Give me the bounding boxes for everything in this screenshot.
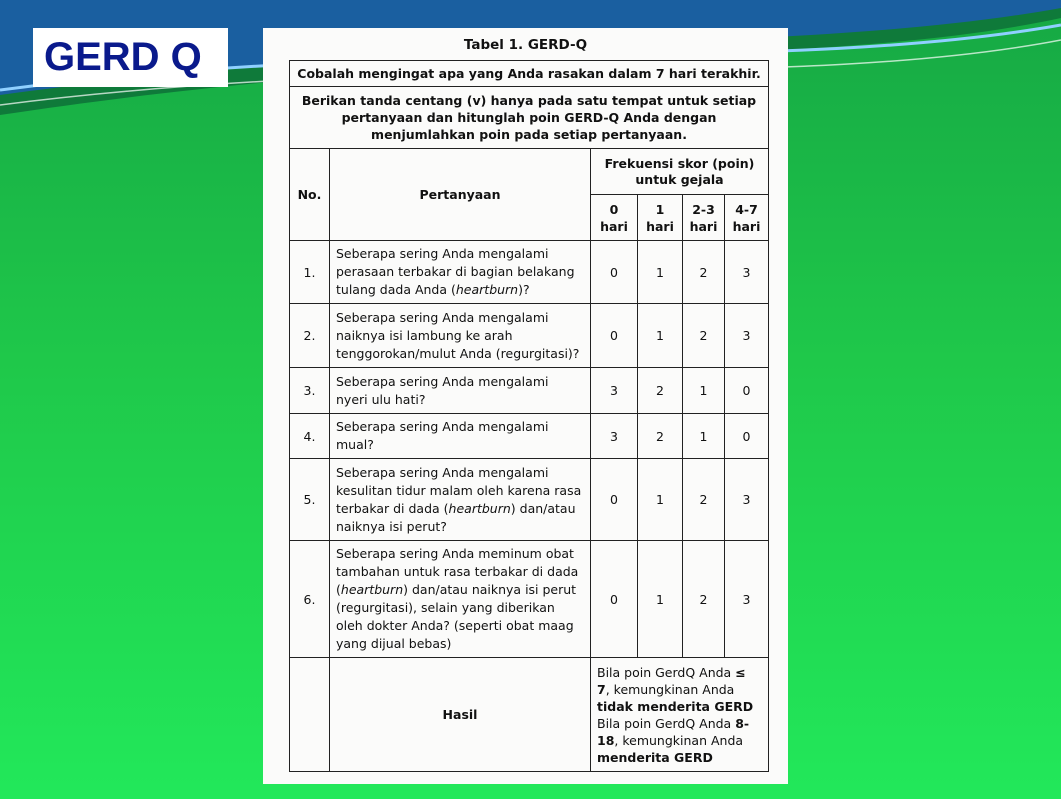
- score-cell: 1: [638, 241, 683, 304]
- header-freq-col: 1 hari: [638, 195, 683, 241]
- header-freq-col: 2-3 hari: [683, 195, 725, 241]
- header-freq-col: 4-7 hari: [725, 195, 769, 241]
- instruction-checkmark: Berikan tanda centang (v) hanya pada satu tempat untuk setiap pertanyaan dan hitunglah poin GERD-Q Anda dengan menjumlahkan poin pada setiap pertanyaan.: [290, 87, 769, 149]
- score-cell: 3: [725, 241, 769, 304]
- score-cell: 2: [683, 541, 725, 658]
- score-cell: 2: [638, 368, 683, 414]
- row-number: 3.: [290, 368, 330, 414]
- result-label: Hasil: [330, 658, 591, 772]
- score-cell: 3: [725, 459, 769, 541]
- result-row: [290, 658, 769, 772]
- table-row: [290, 304, 769, 368]
- score-cell: 2: [683, 304, 725, 368]
- score-cell: 0: [591, 459, 638, 541]
- result-interpretation: Bila poin GerdQ Anda ≤ 7, kemungkinan Anda tidak menderita GERD Bila poin GerdQ Anda 8-18, kemungkinan Anda menderita GERD: [591, 658, 769, 772]
- header-freq-col: 0 hari: [591, 195, 638, 241]
- score-cell: 0: [591, 304, 638, 368]
- row-number: 2.: [290, 304, 330, 368]
- question-text: Seberapa sering Anda meminum obat tambahan untuk rasa terbakar di dada (heartburn) dan/atau naiknya isi perut (regurgitasi), selain yang diberikan oleh dokter Anda? (seperti obat maag yang dijual bebas): [330, 541, 591, 658]
- score-cell: 1: [683, 368, 725, 414]
- score-cell: 1: [638, 459, 683, 541]
- score-cell: 1: [638, 541, 683, 658]
- score-cell: 2: [683, 459, 725, 541]
- header-no: No.: [290, 149, 330, 241]
- table-row: [290, 241, 769, 304]
- table-row: [290, 459, 769, 541]
- header-frequency: Frekuensi skor (poin) untuk gejala: [591, 149, 769, 195]
- table-caption: Tabel 1. GERD-Q: [463, 37, 588, 53]
- question-text: Seberapa sering Anda mengalami mual?: [330, 414, 591, 459]
- score-cell: 3: [591, 368, 638, 414]
- score-cell: 0: [591, 541, 638, 658]
- table-row: [290, 414, 769, 459]
- gerdq-table: [289, 60, 769, 772]
- score-cell: 0: [591, 241, 638, 304]
- score-cell: 3: [725, 304, 769, 368]
- score-cell: 2: [683, 241, 725, 304]
- row-number: 4.: [290, 414, 330, 459]
- question-text: Seberapa sering Anda mengalami naiknya isi lambung ke arah tenggorokan/mulut Anda (regurgitasi)?: [330, 304, 591, 368]
- table-row: [290, 541, 769, 658]
- score-cell: 2: [638, 414, 683, 459]
- instruction-recall: Cobalah mengingat apa yang Anda rasakan dalam 7 hari terakhir.: [290, 61, 769, 87]
- score-cell: 3: [591, 414, 638, 459]
- header-question: Pertanyaan: [330, 149, 591, 241]
- score-cell: 1: [638, 304, 683, 368]
- score-cell: 0: [725, 368, 769, 414]
- score-cell: 3: [725, 541, 769, 658]
- row-number: 1.: [290, 241, 330, 304]
- score-cell: 0: [725, 414, 769, 459]
- row-number: 6.: [290, 541, 330, 658]
- result-empty-cell: [290, 658, 330, 772]
- table-row: [290, 368, 769, 414]
- question-text: Seberapa sering Anda mengalami nyeri ulu hati?: [330, 368, 591, 414]
- slide-title: GERD Q: [33, 28, 228, 87]
- row-number: 5.: [290, 459, 330, 541]
- score-cell: 1: [683, 414, 725, 459]
- gerdq-document: [263, 28, 788, 784]
- question-text: Seberapa sering Anda mengalami kesulitan tidur malam oleh karena rasa terbakar di dada (heartburn) dan/atau naiknya isi perut?: [330, 459, 591, 541]
- question-text: Seberapa sering Anda mengalami perasaan terbakar di bagian belakang tulang dada Anda (heartburn)?: [330, 241, 591, 304]
